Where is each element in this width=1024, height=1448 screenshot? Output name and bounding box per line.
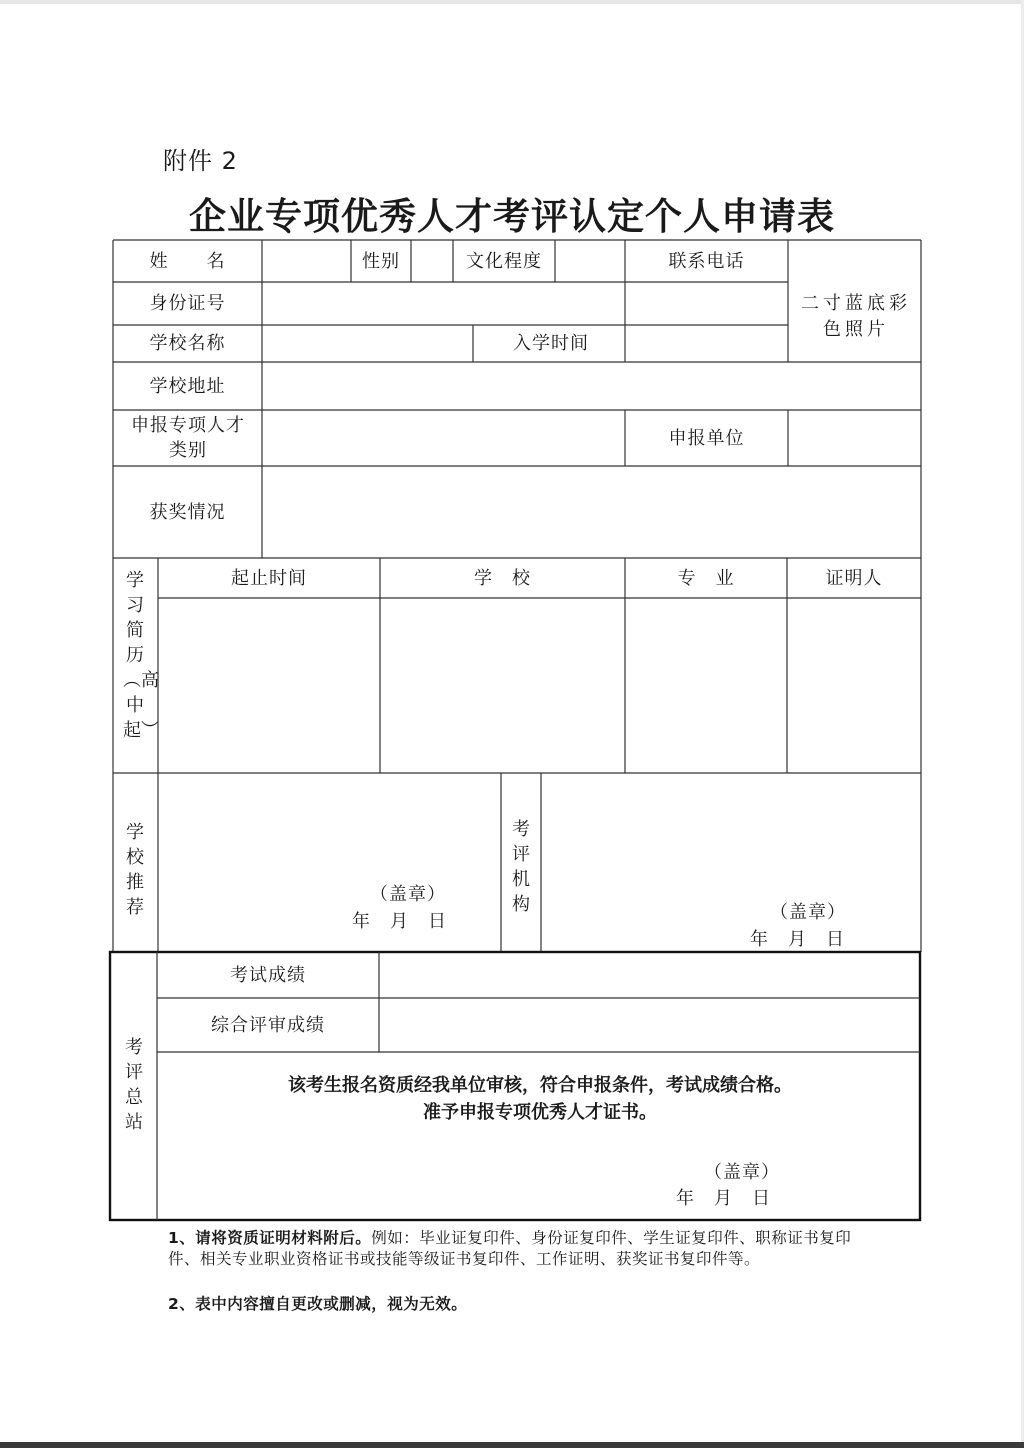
gender-label: 性别 [362,250,400,272]
gender-input-cell[interactable] [412,241,452,281]
note-2: 2、表中内容擅自更改或删减，视为无效。 [168,1295,468,1313]
col-major-header: 专 业 [677,567,735,589]
education-label: 文化程度 [466,250,542,272]
awards-label: 获奖情况 [149,501,226,523]
study-history-label: 学习简历︵高中起︶ [123,570,159,741]
name-input-cell[interactable] [263,241,350,281]
enroll-time-label: 入学时间 [513,333,589,354]
exam-score-input-cell[interactable] [380,953,919,997]
note-1 [168,1228,878,1270]
enroll-time-input-cell[interactable] [626,326,787,361]
station-label: 考评总站 [125,1037,143,1133]
school-address-input-cell[interactable] [263,363,920,409]
id-number-input-cell[interactable] [263,283,624,324]
note-1-emphasis: 1、请将资质证明材料附后。 [168,1229,372,1247]
col-period-header: 起止时间 [231,567,307,589]
page-title: 企业专项优秀人才考评认定个人申请表 [189,194,835,238]
overall-score-input-cell[interactable] [380,999,919,1051]
note-1-text: 例如：毕业证复印件、身份证复印件、学生证复印件、职称证书复印件、相关专业职业资格证书或技能等级证书复印件、工作证明、获奖证书复印件等。 [168,1229,852,1268]
awards-input-cell[interactable] [263,467,920,557]
study-major-cell[interactable] [626,599,786,772]
station-seal-text: （盖章） [704,1162,780,1183]
apply-unit-input-cell[interactable] [789,411,920,465]
agency-date-text: 年 月 日 [750,929,845,950]
talent-category-label: 申报专项人才类别 [131,415,245,461]
school-recommend-label: 学校推荐 [126,822,144,918]
school-name-label: 学校名称 [149,333,226,354]
agency-recommend-cell[interactable] [542,774,920,951]
approval-line-1: 该考生报名资质经我单位审核，符合申报条件，考试成绩合格。 [288,1075,792,1096]
exam-score-label: 考试成绩 [230,964,306,986]
name-label: 姓 名 [149,250,226,272]
photo-placeholder[interactable]: 二寸蓝底彩色照片 [801,293,911,340]
education-input-cell[interactable] [556,241,624,281]
id-number-label: 身份证号 [149,293,226,314]
phone-label: 联系电话 [668,250,745,272]
overall-score-label: 综合评审成绩 [211,1014,325,1036]
school-address-label: 学校地址 [149,375,226,397]
school-date-text: 年 月 日 [352,911,447,932]
station-date-text: 年 月 日 [676,1188,771,1209]
school-recommend-cell[interactable] [159,774,500,951]
approval-line-2: 准予申报专项优秀人才证书。 [423,1102,657,1123]
agency-label: 考评机构 [512,819,530,915]
study-witness-cell[interactable] [788,599,920,772]
agency-seal-text: （盖章） [770,902,846,923]
attachment-label: 附件 2 [163,147,238,175]
apply-unit-label: 申报单位 [668,427,745,449]
school-seal-text: （盖章） [370,884,446,905]
talent-category-input-cell[interactable] [263,411,624,465]
phone-input-cell[interactable] [626,283,787,324]
school-name-input-cell[interactable] [263,326,472,361]
study-school-cell[interactable] [381,599,624,772]
col-school-header: 学 校 [474,567,531,589]
col-witness-header: 证明人 [825,567,883,589]
study-period-cell[interactable] [159,599,379,772]
